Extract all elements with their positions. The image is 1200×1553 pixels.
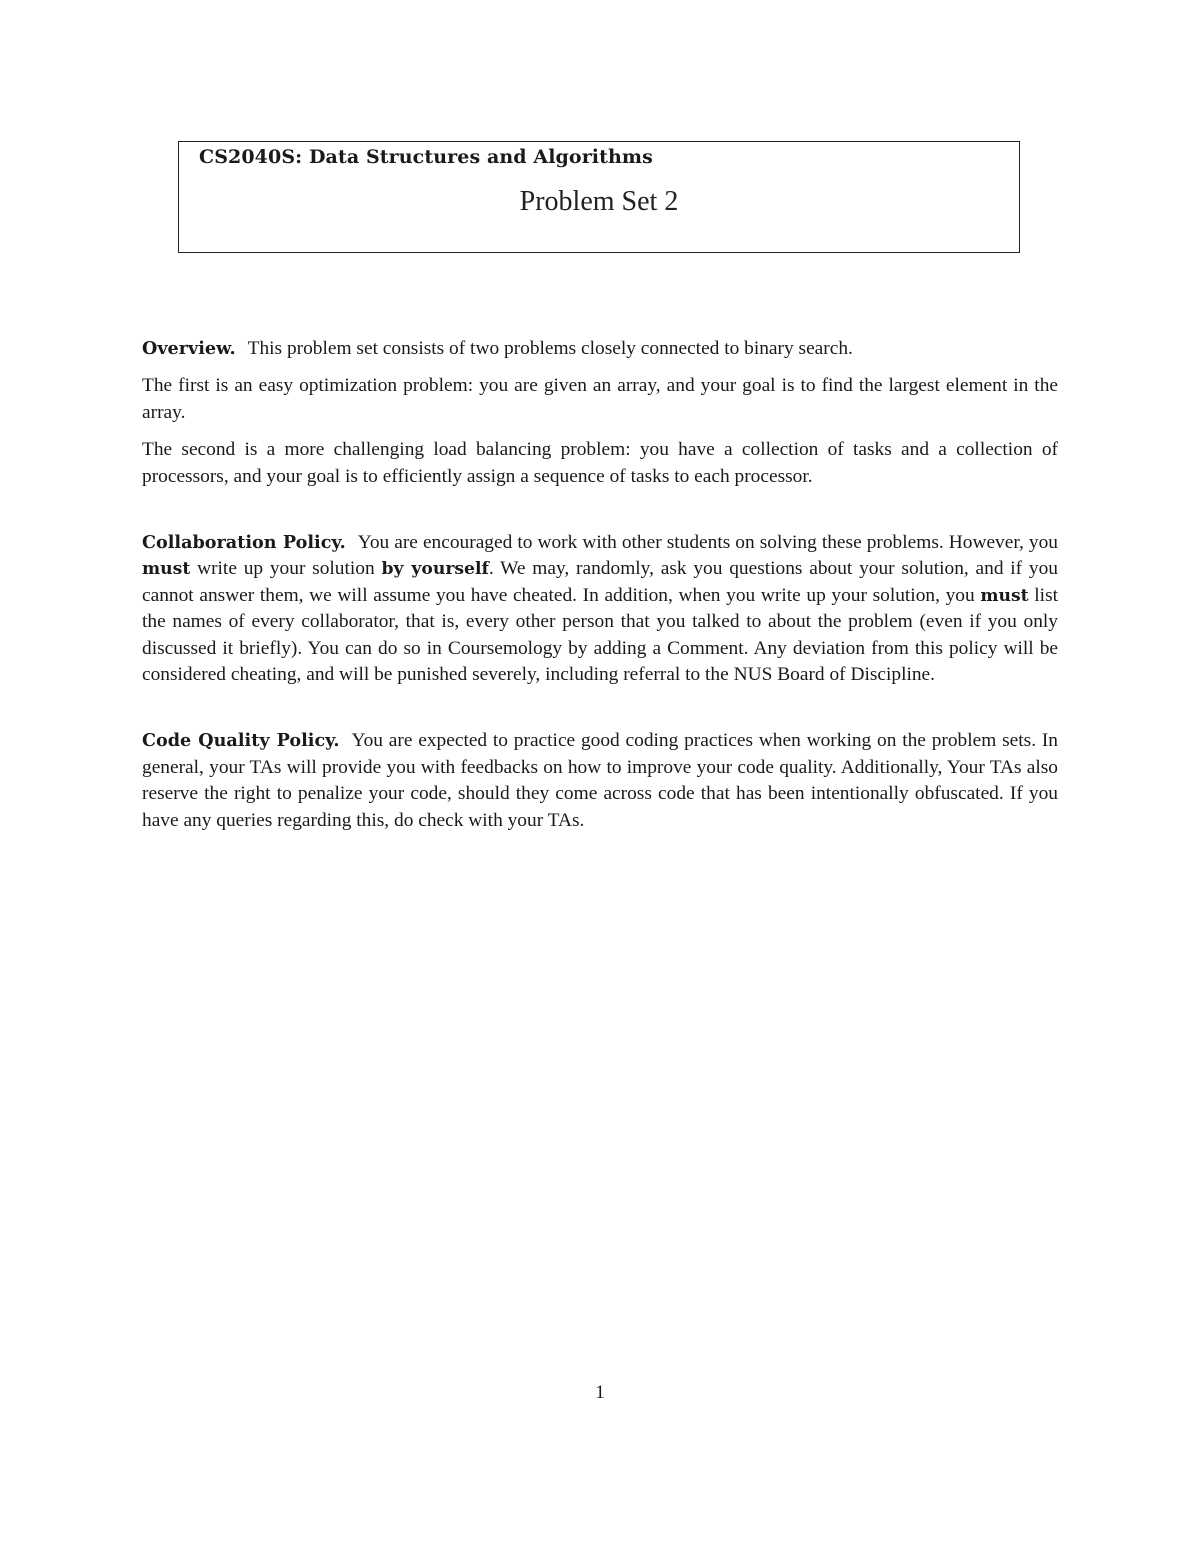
collaboration-emph-must-1: must bbox=[142, 559, 191, 580]
title-box bbox=[178, 141, 1020, 253]
overview-heading: Overview. bbox=[142, 338, 236, 359]
collaboration-text-1: You are encouraged to work with other students on solving these problems. However, you bbox=[357, 532, 1058, 554]
collaboration-text-4: list the names of every collaborator, that is, every other person that you talked to about the problem (even if you only discussed it briefly). You can do so in Coursemology by adding a Comment. Any deviation from this policy will be considered cheating, and will be punished severely, including referral to the NUS Board of Discipline. bbox=[142, 584, 1058, 686]
course-title: CS2040S: Data Structures and Algorithms bbox=[199, 146, 653, 168]
collaboration-heading: Collaboration Policy. bbox=[142, 532, 346, 554]
collaboration-emph-must-2: must bbox=[980, 585, 1029, 606]
overview-intro: This problem set consists of two problems closely connected to binary search. bbox=[247, 338, 853, 359]
code-quality-text: You are expected to practice good coding practices when working on the problem sets. In general, your TAs will provide you with feedbacks on how to improve your code quality. Additionally, Your TAs also reserve the right to penalize your code, should they come across code that has been intentionally obfuscated. If you have any queries regarding this, do check with your TAs. bbox=[142, 730, 1058, 831]
problem-set-title: Problem Set 2 bbox=[519, 186, 679, 217]
collaboration-text-3: . We may, randomly, ask you questions about your solution, and if you cannot answer them, we will assume you have cheated. In addition, when you write up your solution, you bbox=[142, 558, 1058, 606]
code-quality-paragraph bbox=[142, 728, 1058, 834]
overview-first-problem: The first is an easy optimization problem: you are given an array, and your goal is to find the largest element in the array. bbox=[142, 375, 1058, 423]
code-quality-heading: Code Quality Policy. bbox=[142, 730, 340, 752]
document-body bbox=[142, 336, 1058, 834]
collaboration-paragraph bbox=[142, 530, 1058, 688]
collaboration-text-2: write up your solution bbox=[190, 558, 382, 580]
collaboration-emph-by-yourself: by yourself bbox=[381, 559, 489, 580]
page-number: 1 bbox=[595, 1382, 605, 1403]
overview-paragraph bbox=[142, 336, 1058, 362]
overview-second-problem: The second is a more challenging load balancing problem: you have a collection of tasks and a collection of processors, and your goal is to efficiently assign a sequence of tasks to each processor. bbox=[142, 439, 1058, 487]
